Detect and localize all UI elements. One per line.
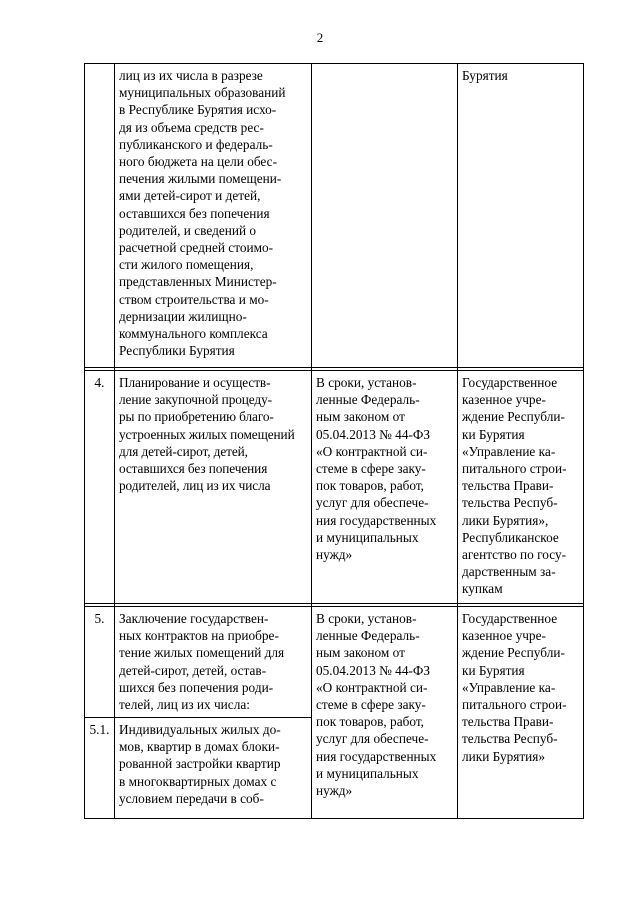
row-divider (84, 367, 584, 368)
row-divider (84, 370, 584, 371)
row-continuation-event: лиц из их числа в разрезе муниципальных образований в Республике Бурятия исхо- дя из объема средств рес- публиканского и федераль- ного бюджета на цели обес- печения жилыми помещени- ями детей-сирот и детей, оставшихся без попечения родителей, и сведений о расчетной средней стоимо- сти жилого помещения, представленных Министер- ством строительства и мо- дернизации жилищно- коммунального комплекса Республики Бурятия (119, 68, 286, 359)
col-divider (311, 63, 312, 819)
row-4-deadline: В сроки, установ- ленные Федераль- ным законом от 05.04.2013 № 44-ФЗ «О контрактной си- стеме в сфере заку- пок товаров, работ, услуг для обеспече- ния государственных и муниципальных нужд» (316, 375, 437, 563)
row-4-executor: Государственное казенное учре- ждение Республи- ки Бурятия «Управление ка- питального строи- тельства Прави- тельства Респуб- лики Бурятия», Республиканское агентство по госу- дарственным за- купкам (462, 375, 567, 597)
row-5-event: Заключение государствен- ных контрактов на приобре- тение жилых помещений для детей-сирот, детей, остав- шихся без попечения роди- телей, лиц из их числа: (119, 611, 285, 713)
col-divider (114, 63, 115, 819)
row-5-number: 5. (94, 611, 105, 626)
table-border-bottom (84, 818, 584, 819)
table-border-left (84, 63, 85, 819)
row-5-1-number: 5.1. (89, 722, 110, 737)
row-divider (84, 603, 584, 604)
page-number: 2 (316, 30, 324, 45)
row-continuation-executor: Бурятия (462, 68, 508, 83)
row-4-event: Планирование и осуществ- ление закупочной процеду- ры по приобретению благо- устроенных жилых помещений для детей-сирот, детей, оставшихся без попечения родителей, лиц из их числа (119, 375, 295, 494)
table-border-right (583, 63, 584, 819)
row-divider (84, 606, 584, 607)
row-5-executor: Государственное казенное учре- ждение Республи- ки Бурятия «Управление ка- питального строи- тельства Прави- тельства Респуб- лики Бурятия» (462, 611, 567, 764)
row-5-deadline: В сроки, установ- ленные Федераль- ным законом от 05.04.2013 № 44-ФЗ «О контрактной си- стеме в сфере заку- пок товаров, работ, услуг для обеспече- ния государственных и муниципальных нужд» (316, 611, 437, 799)
subrow-divider (84, 717, 312, 718)
table-border-top (84, 63, 584, 64)
row-4-number: 4. (94, 375, 105, 390)
row-5-1-event: Индивидуальных жилых до- мов, квартир в домах блоки- рованной застройки квартир в многоквартирных домах с условием передачи в соб- (119, 722, 281, 806)
col-divider (457, 63, 458, 819)
